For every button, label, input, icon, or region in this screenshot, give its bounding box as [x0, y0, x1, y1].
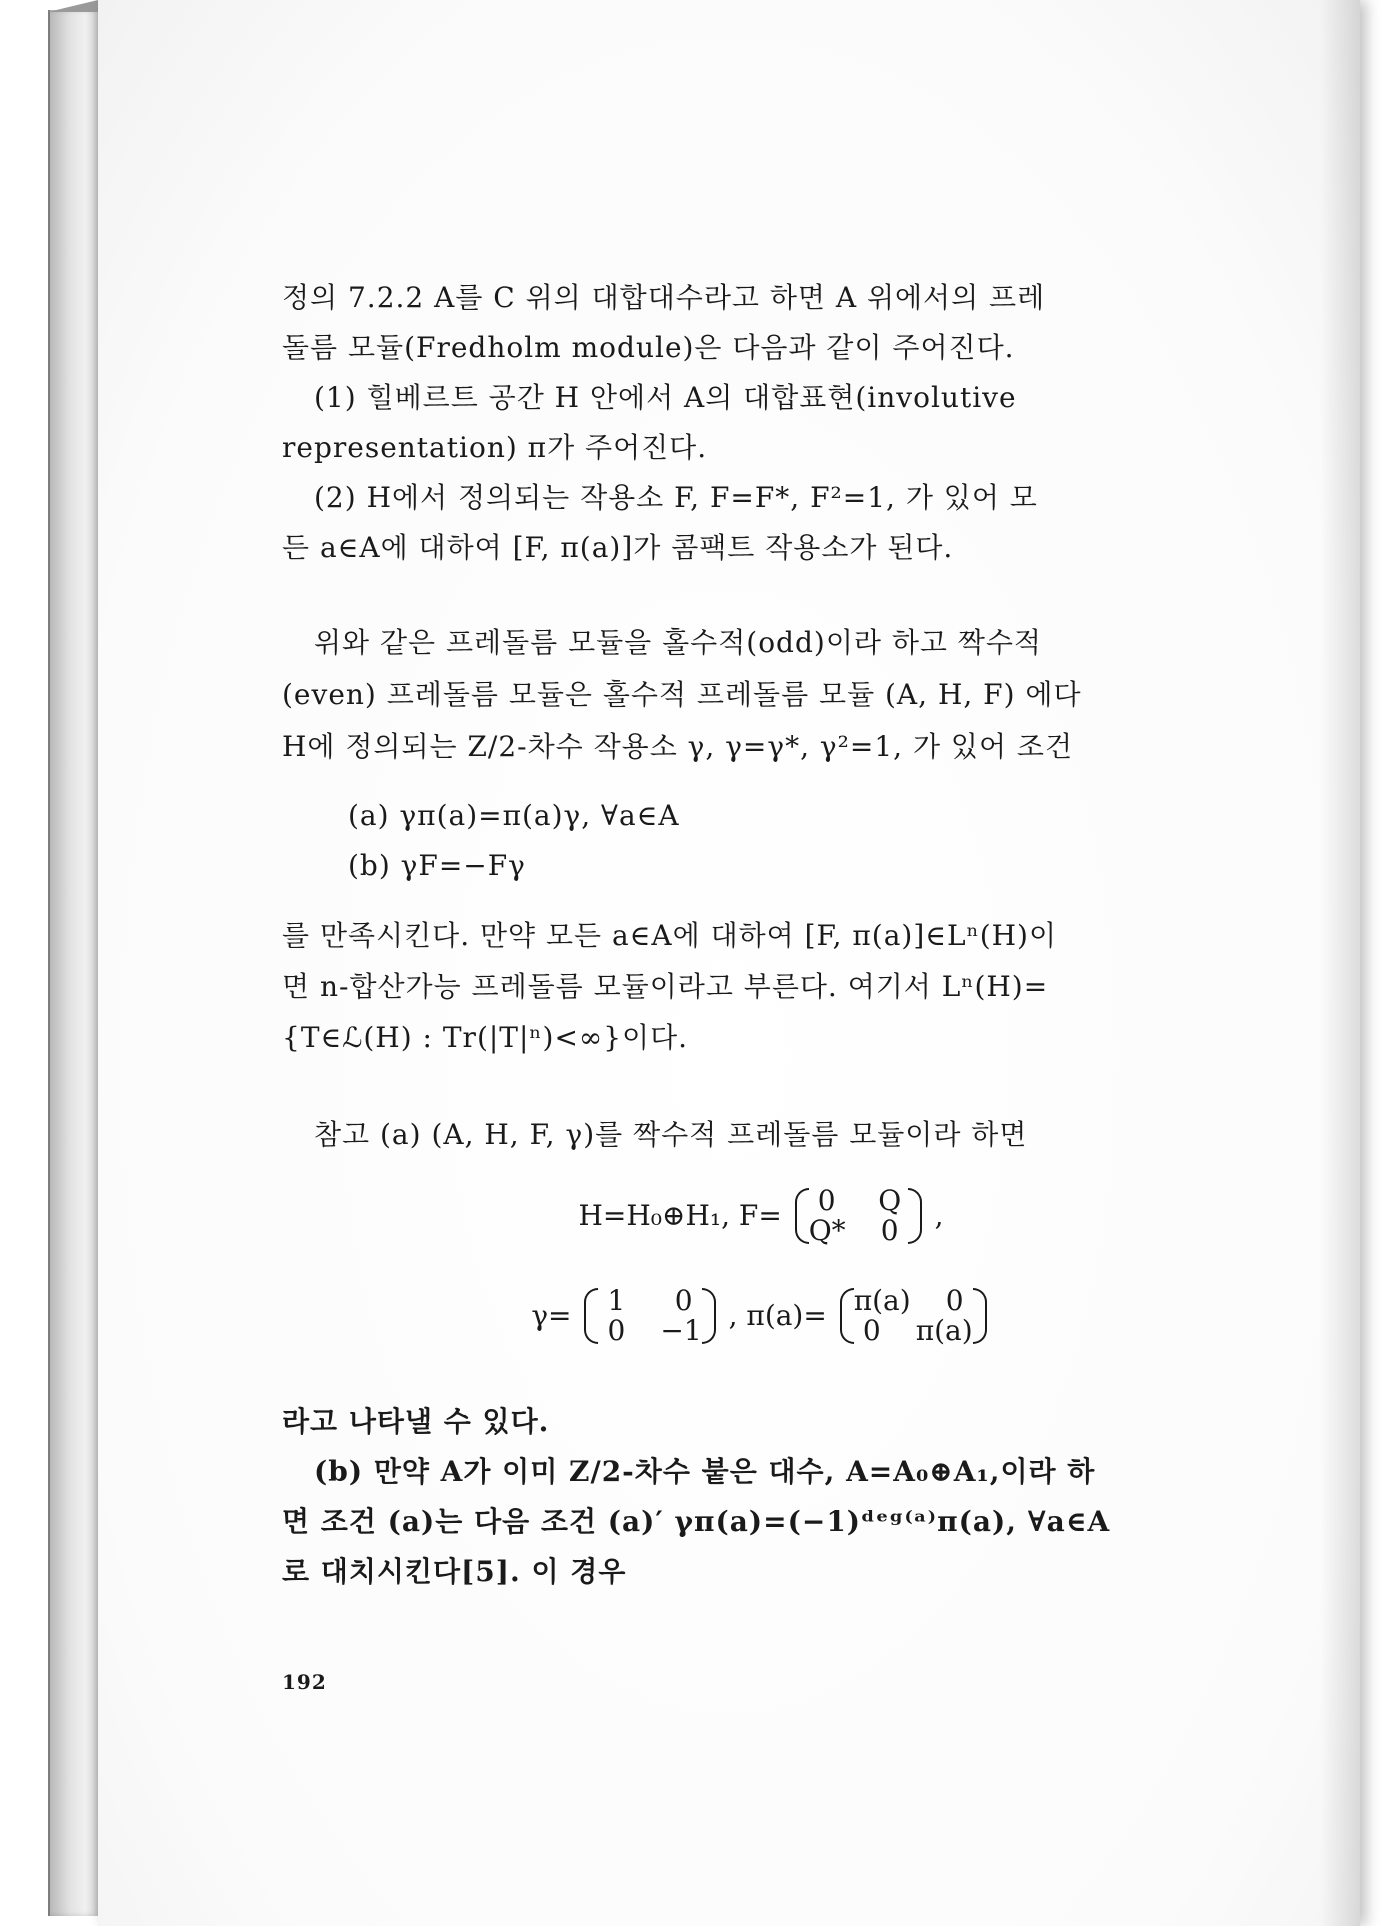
summable-line-1: 를 만족시킨다. 만약 모든 a∈A에 대하여 [F, π(a)]∈Lⁿ(H)이 — [282, 919, 1058, 952]
equation-gamma-prefix: γ= — [531, 1299, 572, 1332]
remark-b-line-1: (b) 만약 A가 이미 Z/2-차수 붙은 대수, A=A₀⊕A₁,이라 하 — [314, 1455, 1096, 1488]
matrix-cell: 1 — [607, 1284, 626, 1317]
summable-line-2: 면 n-합산가능 프레돌름 모듈이라고 부른다. 여기서 Lⁿ(H)= — [282, 970, 1049, 1003]
matrix-cell: 0 — [817, 1184, 836, 1217]
matrix-cell: −1 — [660, 1314, 702, 1347]
page-number: 192 — [282, 1670, 327, 1694]
summable-line-3: {T∈ℒ(H) : Tr(|T|ⁿ)<∞}이다. — [282, 1021, 689, 1054]
condition-1-line-2: representation) π가 주어진다. — [282, 431, 708, 464]
book-edge — [48, 10, 100, 1916]
matrix-cell: π(a) — [853, 1284, 911, 1317]
matrix-cell: 0 — [862, 1314, 881, 1347]
condition-2-line-2: 든 a∈A에 대하여 [F, π(a)]가 콤팩트 작용소가 된다. — [282, 531, 954, 564]
equation-h-f — [282, 1186, 1240, 1246]
matrix-cell: π(a) — [915, 1314, 973, 1347]
odd-para-line-1: 위와 같은 프레돌름 모듈을 홀수적(odd)이라 하고 짝수적 — [314, 626, 1042, 659]
matrix-cell: 0 — [945, 1284, 964, 1317]
definition-line-2: 돌름 모듈(Fredholm module)은 다음과 같이 주어진다. — [282, 331, 1015, 364]
equation-pi-prefix: , π(a)= — [728, 1299, 827, 1332]
odd-para-line-2: (even) 프레돌름 모듈은 홀수적 프레돌름 모듈 (A, H, F) 에다 — [282, 678, 1082, 711]
matrix-cell: 0 — [880, 1214, 899, 1247]
remark-line-1: 참고 (a) (A, H, F, γ)를 짝수적 프레돌름 모듈이라 하면 — [314, 1118, 1028, 1151]
odd-para-line-3: H에 정의되는 Z/2-차수 작용소 γ, γ=γ*, γ²=1, 가 있어 조건 — [282, 730, 1074, 763]
condition-a: (a) γπ(a)=π(a)γ, ∀a∈A — [348, 799, 680, 832]
book-fold — [48, 0, 98, 12]
condition-b: (b) γF=−Fγ — [348, 849, 526, 882]
condition-2-line-1: (2) H에서 정의되는 작용소 F, F=F*, F²=1, 가 있어 모 — [314, 481, 1038, 514]
matrix-cell: Q — [878, 1184, 902, 1217]
equation-h-f-suffix: , — [934, 1199, 944, 1232]
remark-b-line-2: 면 조건 (a)는 다음 조건 (a)′ γπ(a)=(−1)ᵈᵉᵍ⁽ᵃ⁾π(a), ∀a∈A — [282, 1505, 1111, 1538]
after-equation-line: 라고 나타낼 수 있다. — [282, 1405, 550, 1438]
equation-gamma-pi — [282, 1286, 1240, 1346]
matrix-cell: 0 — [607, 1314, 626, 1347]
definition-line-1: 정의 7.2.2 A를 C 위의 대합대수라고 하면 A 위에서의 프레 — [282, 281, 1046, 314]
equation-h-f-prefix: H=H₀⊕H₁, F= — [578, 1199, 782, 1232]
matrix-cell: 0 — [674, 1284, 693, 1317]
matrix-f — [795, 1186, 922, 1246]
matrix-cell: Q* — [808, 1214, 846, 1247]
matrix-gamma — [584, 1286, 715, 1346]
matrix-pi — [840, 1286, 987, 1346]
condition-1-line-1: (1) 힐베르트 공간 H 안에서 A의 대합표현(involutive — [314, 381, 1017, 414]
remark-b-line-3: 로 대치시킨다[5]. 이 경우 — [282, 1555, 627, 1588]
